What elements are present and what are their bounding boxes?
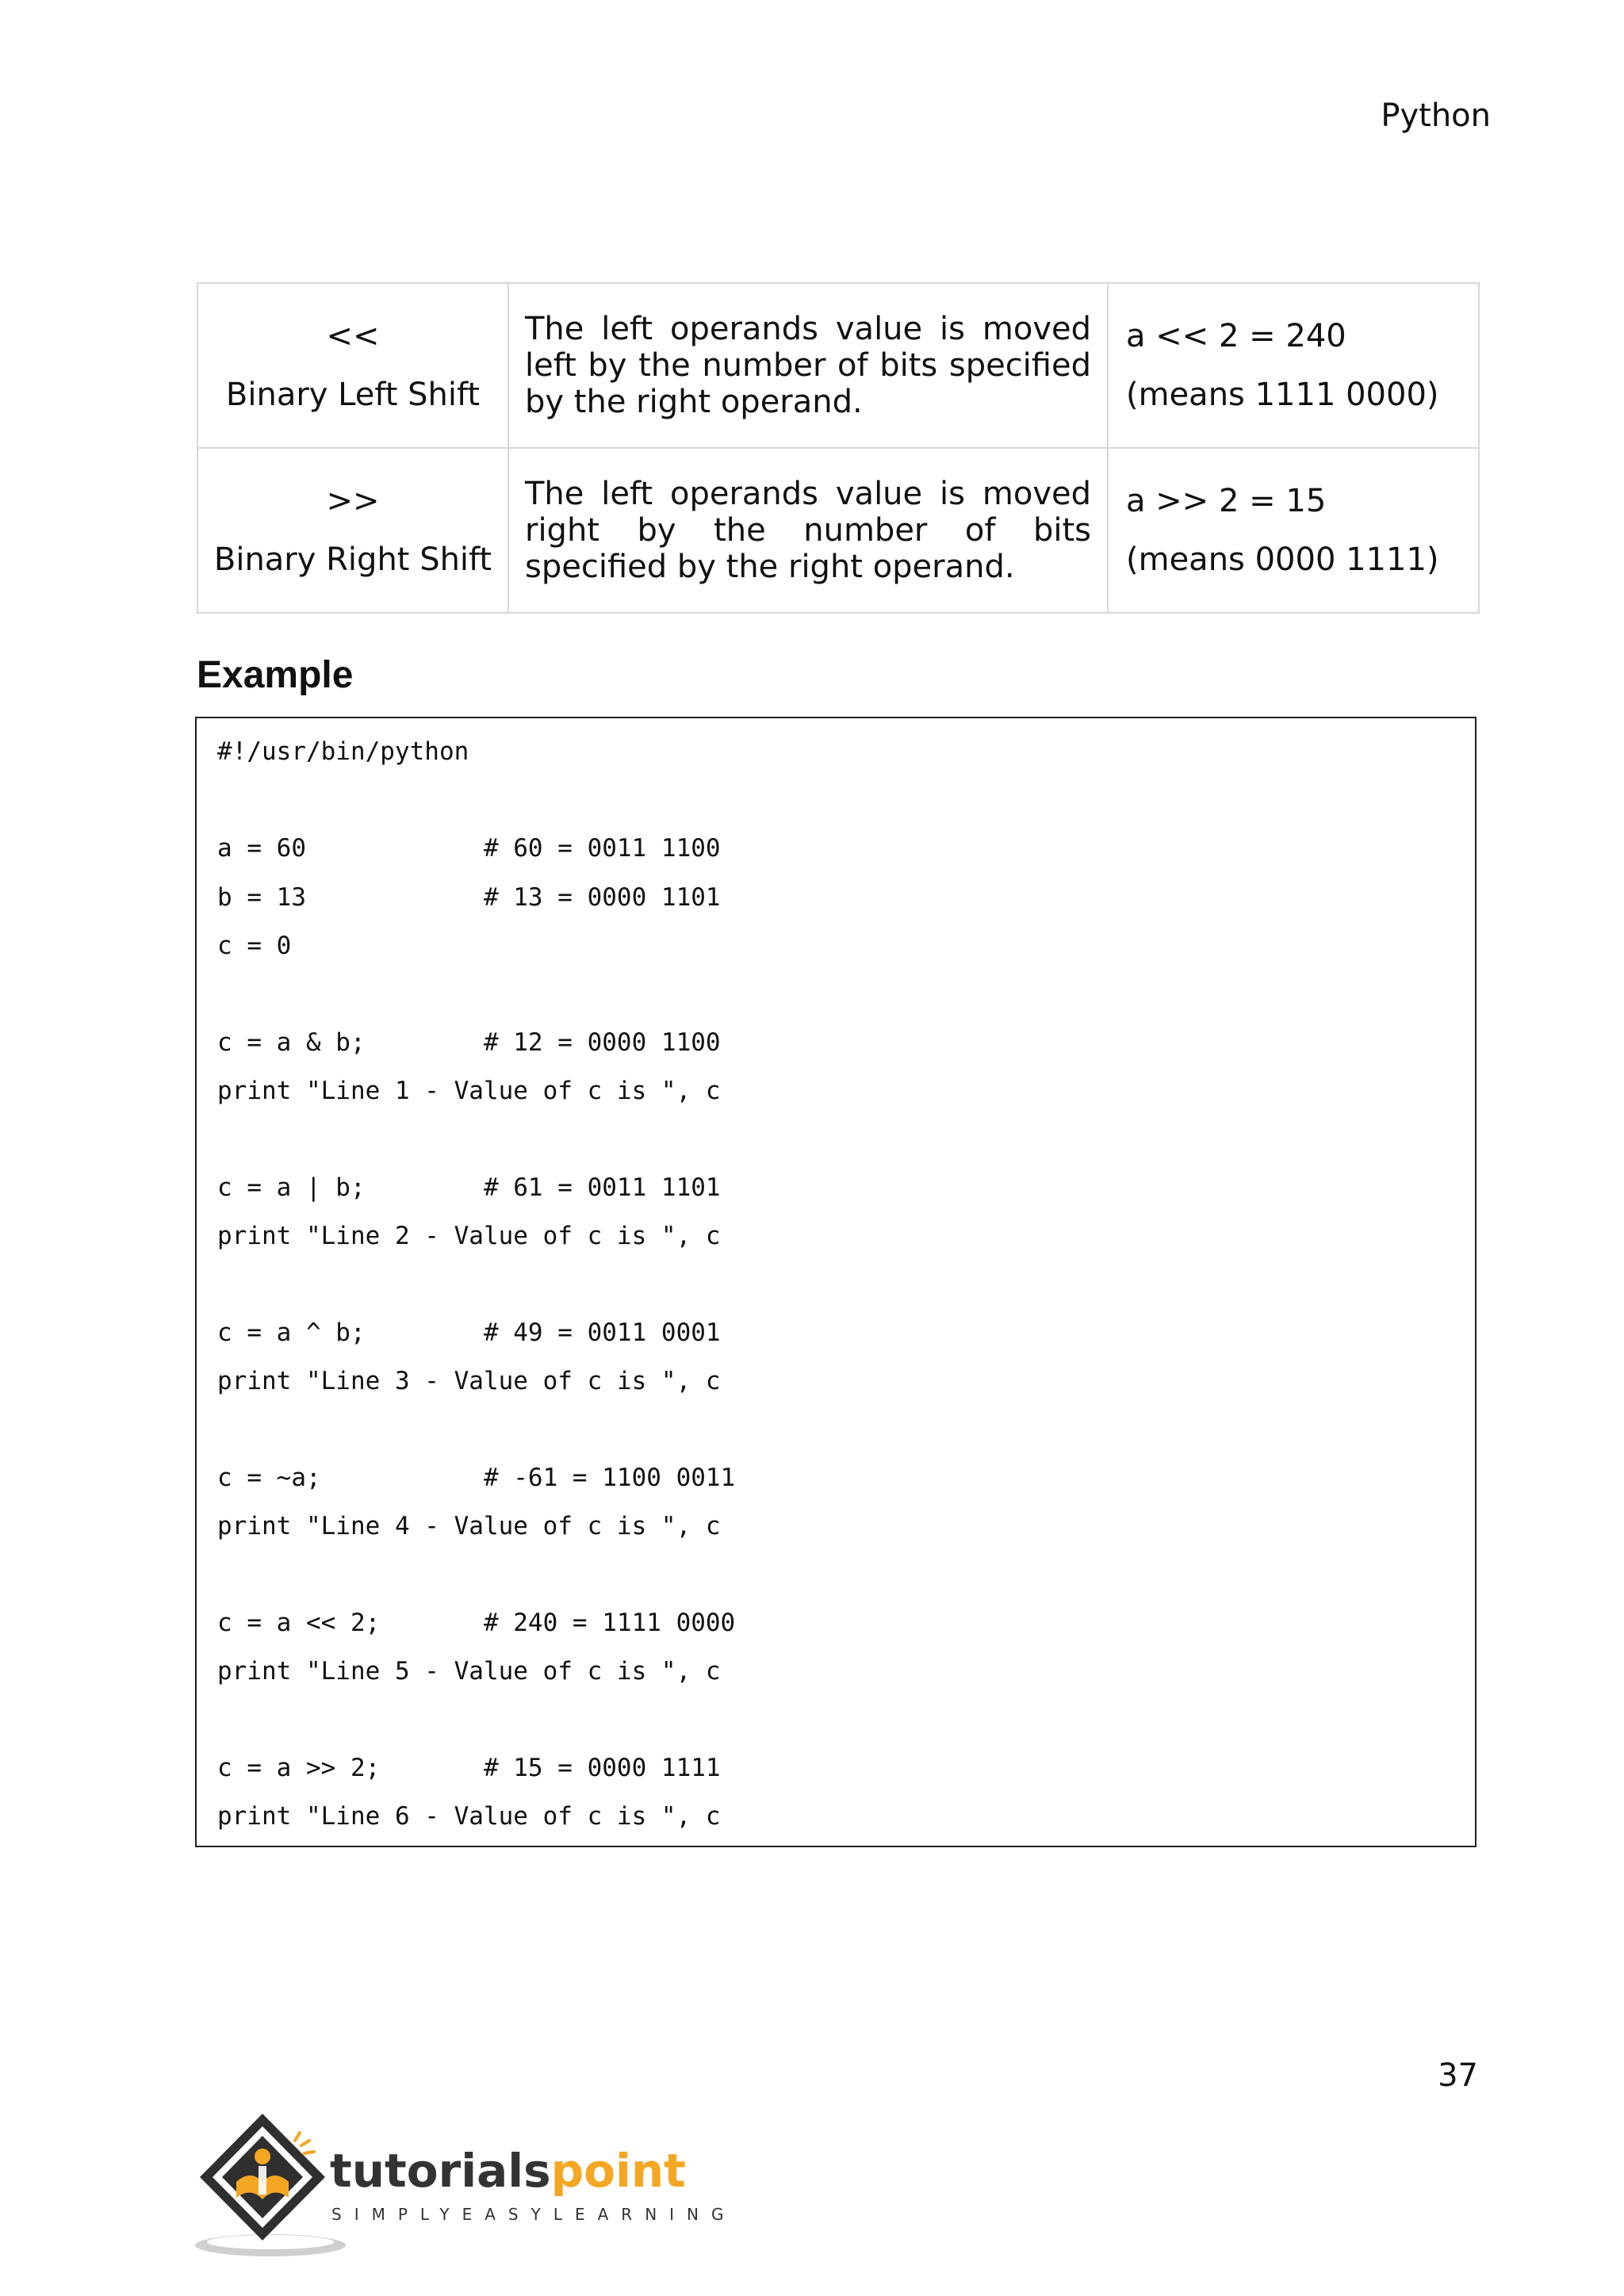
operator-description: The left operands value is moved right by the number of bits specified by the right operand. xyxy=(508,448,1108,613)
operator-symbol: << xyxy=(326,318,380,354)
code-line: c = ~a; # -61 = 1100 0011 xyxy=(217,1464,736,1492)
operator-name: Binary Left Shift xyxy=(225,377,481,413)
logo-tagline-text: SIMPLYEASYLEARNING xyxy=(331,2205,737,2224)
bitwise-operators-table xyxy=(197,282,1480,614)
table-row xyxy=(197,283,1479,448)
operator-symbol: >> xyxy=(326,483,380,519)
operator-example-cell xyxy=(1108,283,1479,448)
operator-cell xyxy=(197,283,508,448)
page-number: 37 xyxy=(1438,2057,1478,2094)
code-line: c = a & b; # 12 = 0000 1100 xyxy=(217,1028,721,1057)
code-line: c = a ^ b; # 49 = 0011 0001 xyxy=(217,1318,721,1347)
operator-example: a << 2 = 240 xyxy=(1126,318,1346,354)
running-header-title: Python xyxy=(1381,98,1491,134)
operator-example-note: (means 1111 0000) xyxy=(1126,377,1439,413)
operator-example-cell xyxy=(1108,448,1479,613)
operator-example-note: (means 0000 1111) xyxy=(1126,541,1439,578)
code-line: c = a | b; # 61 = 0011 1101 xyxy=(217,1173,721,1202)
operator-example: a >> 2 = 15 xyxy=(1126,483,1327,519)
code-line: print "Line 6 - Value of c is ", c xyxy=(217,1802,721,1831)
code-line: print "Line 5 - Value of c is ", c xyxy=(217,1657,721,1686)
operator-name: Binary Right Shift xyxy=(213,541,492,578)
code-line: print "Line 2 - Value of c is ", c xyxy=(217,1222,721,1250)
code-line: c = a << 2; # 240 = 1111 0000 xyxy=(217,1609,736,1637)
code-line: a = 60 # 60 = 0011 1100 xyxy=(217,834,721,863)
operator-description: The left operands value is moved left by the number of bits specified by the right operand. xyxy=(508,283,1108,448)
operator-cell xyxy=(197,448,508,613)
code-line: print "Line 3 - Value of c is ", c xyxy=(217,1367,721,1395)
tutorialspoint-logo xyxy=(195,2109,737,2267)
table-row xyxy=(197,448,1479,613)
code-block xyxy=(195,717,1477,1847)
logo-brand-text: tutorialspoint xyxy=(330,2144,686,2198)
code-line: c = a >> 2; # 15 = 0000 1111 xyxy=(217,1754,721,1782)
code-line: #!/usr/bin/python xyxy=(217,737,469,766)
code-line: c = 0 xyxy=(217,932,292,960)
code-line: print "Line 1 - Value of c is ", c xyxy=(217,1077,721,1105)
example-heading: Example xyxy=(197,654,354,696)
code-line: print "Line 4 - Value of c is ", c xyxy=(217,1512,721,1540)
code-line: b = 13 # 13 = 0000 1101 xyxy=(217,883,721,912)
